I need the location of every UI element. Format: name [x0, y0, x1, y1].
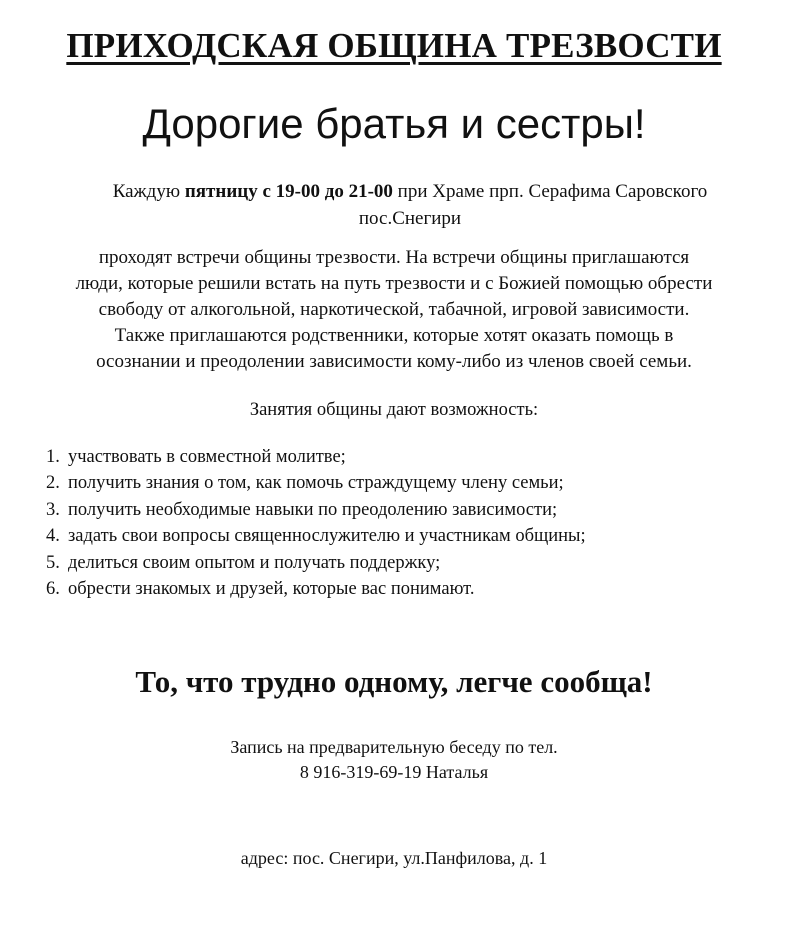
contact-phone: 8 916-319-69-19 Наталья: [299, 762, 489, 782]
schedule-paragraph: [100, 178, 720, 232]
list-item: [46, 550, 586, 576]
list-text: получить необходимые навыки по преодолению зависимости;: [68, 499, 558, 520]
list-text: участвовать в совместной молитве;: [68, 447, 346, 467]
greeting-heading: Дорогие братья и сестры!: [142, 100, 646, 147]
list-item: [46, 523, 586, 549]
intro-line: люди, которые решили встать на путь трезвости и с Божией помощью обрести: [75, 273, 713, 294]
opportunities-list: [46, 444, 586, 602]
list-text: обрести знакомых и друзей, которые вас понимают.: [68, 579, 475, 600]
list-number: 3.: [46, 499, 60, 520]
intro-paragraph: [0, 245, 788, 375]
list-number: 2.: [46, 473, 60, 494]
intro-line: проходят встречи общины трезвости. На встречи общины приглашаются: [98, 247, 690, 268]
contact-block: [0, 735, 788, 785]
intro-line: свободу от алкогольной, наркотической, табачной, игровой зависимости.: [98, 299, 690, 320]
list-item: [46, 576, 586, 602]
opportunities-heading: Занятия общины дают возможность:: [249, 400, 539, 420]
flyer-title: ПРИХОДСКАЯ ОБЩИНА ТРЕЗВОСТИ: [66, 26, 722, 65]
list-text: получить знания о том, как помочь страждущему члену семьи;: [68, 473, 564, 494]
list-number: 1.: [46, 447, 60, 467]
address-text: адрес: пос. Снегири, ул.Панфилова, д. 1: [240, 848, 548, 868]
list-number: 6.: [46, 579, 60, 600]
list-item: [46, 470, 586, 496]
schedule-time: пятницу с 19-00 до 21-00: [184, 181, 393, 202]
list-item: [46, 444, 586, 470]
list-item: [46, 497, 586, 523]
list-number: 4.: [46, 526, 60, 547]
list-number: 5.: [46, 552, 60, 573]
schedule-post: при Храме прп. Серафима Саровского пос.Снегири: [358, 181, 708, 229]
schedule-pre: Каждую: [112, 181, 185, 202]
intro-line: Также приглашаются родственники, которые хотят оказать помощь в: [114, 325, 674, 346]
list-text: задать свои вопросы священнослужителю и участникам общины;: [68, 526, 586, 547]
motto-text: То, что трудно одному, легче сообща!: [135, 664, 653, 699]
contact-line: Запись на предварительную беседу по тел.: [230, 737, 558, 757]
intro-line: осознании и преодолении зависимости кому-либо из членов своей семьи.: [96, 351, 692, 372]
list-text: делиться своим опытом и получать поддержку;: [68, 552, 441, 573]
